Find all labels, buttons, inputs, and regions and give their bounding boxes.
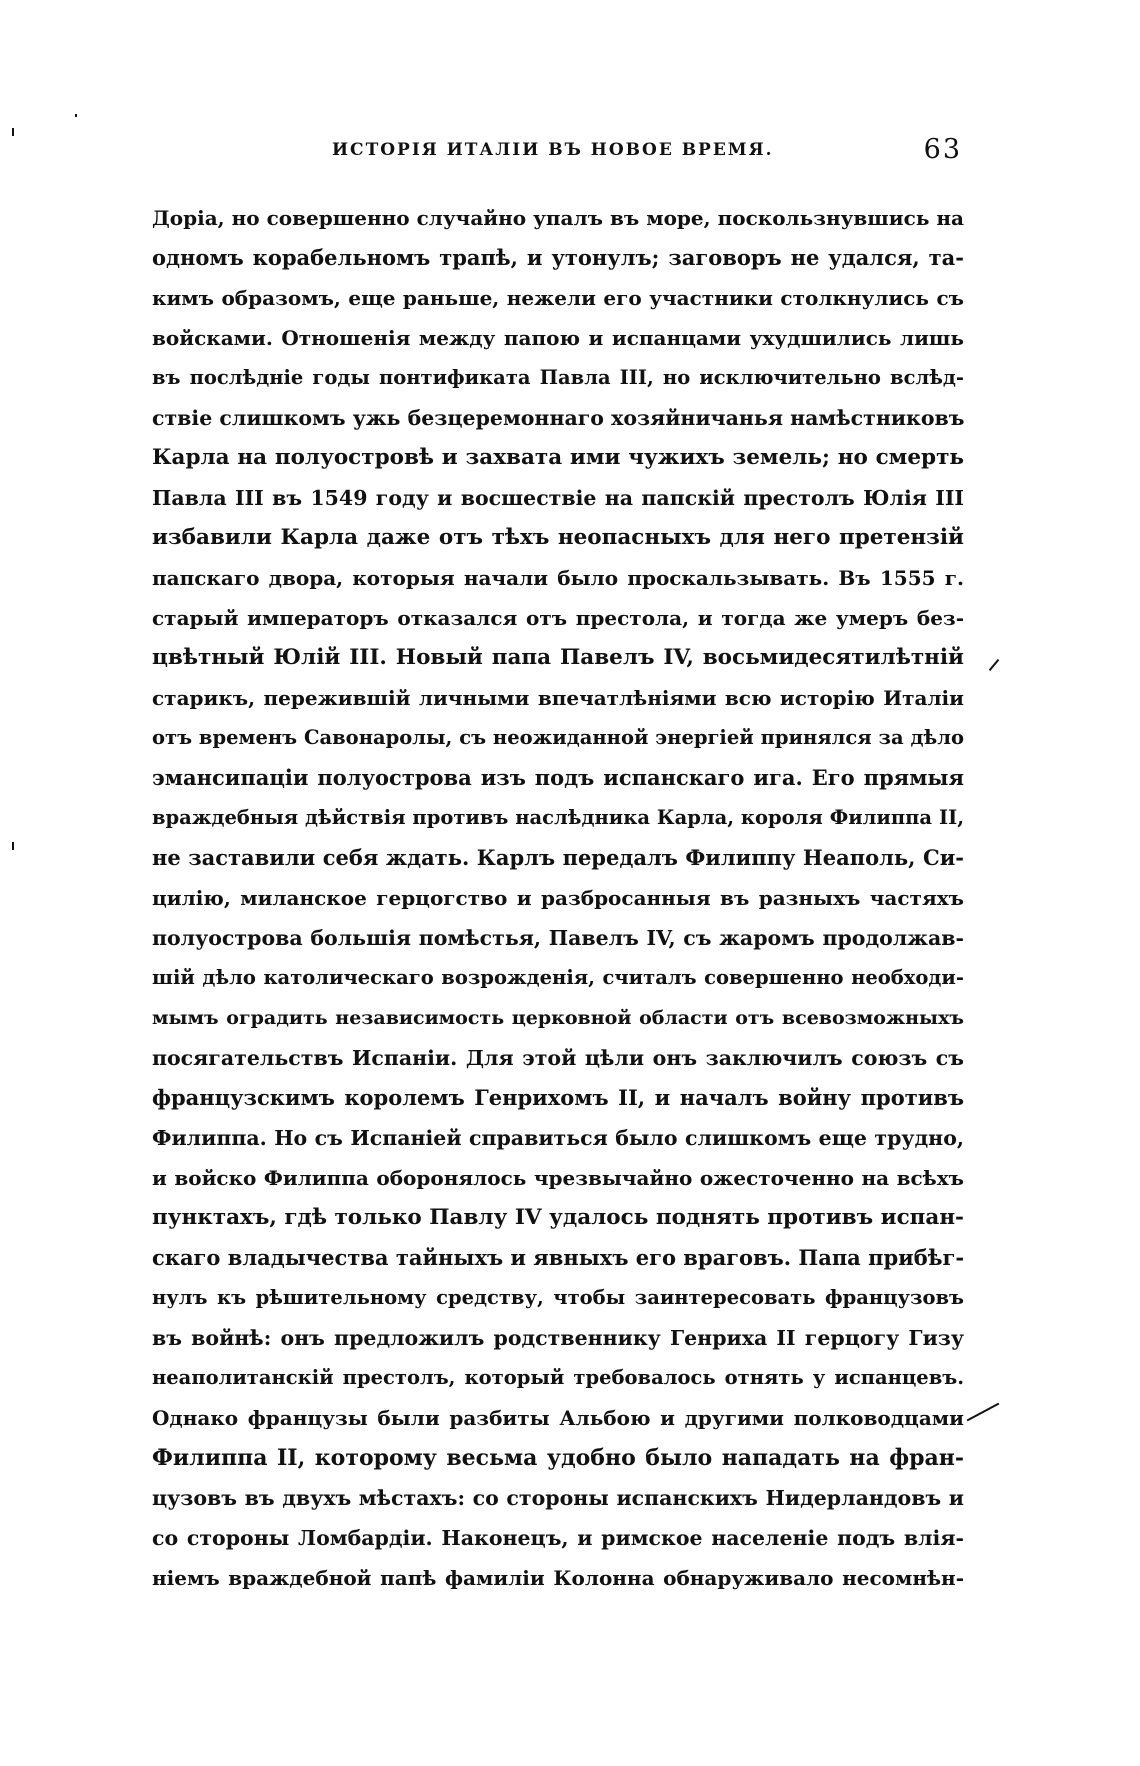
text-line: старый императоръ отказался отъ престола, и тогда же умеръ без-: [152, 606, 964, 630]
text-line: мымъ оградить независимость церковной области отъ всевозможныхъ: [152, 1007, 964, 1029]
text-line: ніемъ враждебной папѣ фамиліи Колонна обнаруживало несомнѣн-: [152, 1566, 964, 1590]
text-line: цвѣтный Юлій III. Новый папа Павелъ IV, восьмидесятилѣтній: [152, 645, 964, 670]
text-line: посягательствъ Испаніи. Для этой цѣли онъ заключилъ союзъ съ: [152, 1046, 964, 1070]
body-text: [152, 198, 964, 1598]
text-line: не заставили себя ждать. Карлъ передалъ Филиппу Неаполь, Си-: [152, 845, 964, 870]
text-line: старикъ, пережившій личными впечатлѣніями всю исторію Италіи: [152, 686, 964, 710]
text-line: неаполитанскій престолъ, который требовалось отнять у испанцевъ.: [152, 1366, 964, 1389]
text-line: кимъ образомъ, еще раньше, нежели его участники столкнулись съ: [152, 286, 964, 310]
text-line: цузовъ въ двухъ мѣстахъ: со стороны испанскихъ Нидерландовъ и: [152, 1486, 964, 1510]
text-line: въ послѣдніе годы понтификата Павла III, но исключительно вслѣд-: [152, 366, 964, 389]
margin-speck: [75, 114, 77, 117]
text-line: ствіе слишкомъ ужь безцеремоннаго хозяйничанья намѣстниковъ: [152, 406, 964, 430]
text-line: Филиппа. Но съ Испаніей справиться было слишкомъ еще трудно,: [152, 1126, 964, 1150]
text-line: одномъ корабельномъ трапѣ, и утонулъ; заговоръ не удался, та-: [152, 245, 964, 270]
text-line: французскимъ королемъ Генрихомъ II, и началъ войну противъ: [152, 1085, 964, 1110]
text-line: Павла III въ 1549 году и восшествіе на папскій престолъ Юлія III: [152, 486, 964, 510]
text-line: папскаго двора, которыя начали было проскальзывать. Въ 1555 г.: [152, 566, 964, 590]
text-line: скаго владычества тайныхъ и явныхъ его враговъ. Папа прибѣг-: [152, 1245, 964, 1270]
text-line: Филиппа II, которому весьма удобно было нападать на фран-: [152, 1445, 964, 1471]
text-line: шій дѣло католическаго возрожденія, считалъ совершенно необходи-: [152, 966, 964, 989]
margin-speck: [12, 128, 14, 136]
page-number: 63: [923, 134, 962, 165]
running-title: ИСТОРІЯ ИТАЛІИ ВЪ НОВОЕ ВРЕМЯ.: [332, 140, 774, 160]
text-line: полуострова большія помѣстья, Павелъ IV, съ жаромъ продолжав-: [152, 926, 964, 950]
text-line: въ войнѣ: онъ предложилъ родственнику Генриха II герцогу Гизу: [152, 1326, 964, 1350]
text-line: нулъ къ рѣшительному средству, чтобы заинтересовать французовъ: [152, 1286, 964, 1309]
running-header: [152, 134, 962, 174]
text-line: отъ временъ Савонаролы, съ неожиданной энергіей принялся за дѣло: [152, 726, 964, 749]
text-line: Карла на полуостровѣ и захвата ими чужихъ земель; но смерть: [152, 445, 964, 470]
margin-tick-mark: [989, 659, 1000, 671]
text-line: избавили Карла даже отъ тѣхъ неопасныхъ для него претензій: [152, 525, 964, 550]
text-line: эмансипаціи полуострова изъ подъ испанскаго ига. Его прямыя: [152, 765, 964, 790]
text-line: и войско Филиппа оборонялось чрезвычайно ожесточенно на всѣхъ: [152, 1166, 964, 1190]
text-line: цилію, миланское герцогство и разбросанныя въ разныхъ частяхъ: [152, 886, 964, 910]
text-line: со стороны Ломбардіи. Наконецъ, и римское населеніе подъ влія-: [152, 1526, 964, 1550]
margin-tick-mark: [967, 1403, 1000, 1422]
text-line: войсками. Отношенія между папою и испанцами ухудшились лишь: [152, 326, 964, 350]
text-line: Доріа, но совершенно случайно упалъ въ море, поскользнувшись на: [152, 206, 964, 230]
margin-speck: [12, 842, 14, 850]
text-line: враждебныя дѣйствія противъ наслѣдника Карла, короля Филиппа II,: [152, 806, 964, 829]
text-line: Однако французы были разбиты Альбою и другими полководцами: [152, 1406, 964, 1430]
text-line: пунктахъ, гдѣ только Павлу IV удалось поднять противъ испан-: [152, 1205, 964, 1230]
